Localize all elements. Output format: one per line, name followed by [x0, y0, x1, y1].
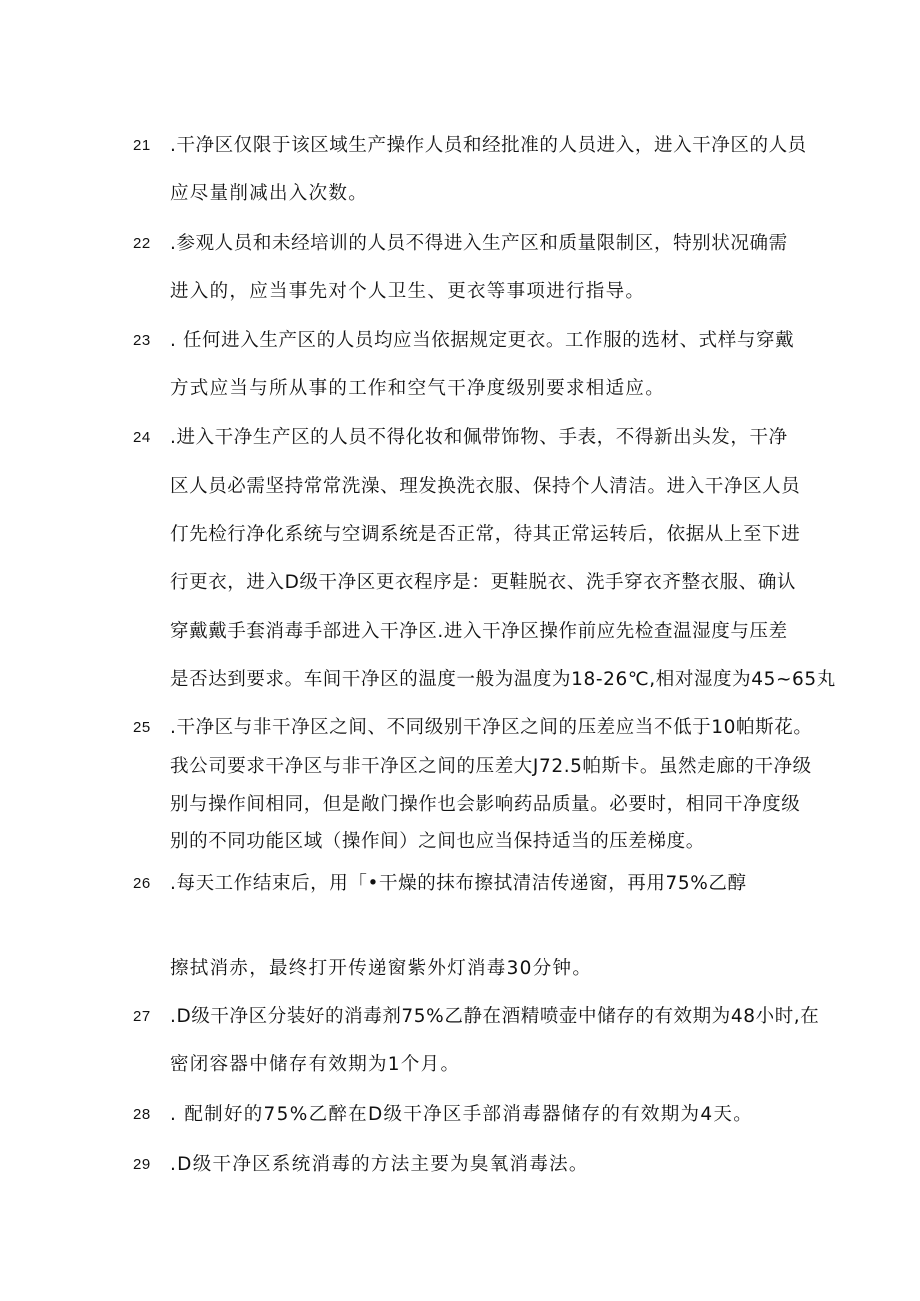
item-number: 29 [133, 1156, 151, 1173]
item-number: 24 [133, 429, 151, 446]
item-number: 27 [133, 1008, 151, 1025]
item-number: 25 [133, 719, 151, 736]
item-text-line: .D级干净区系统消毒的方法主要为臭氧消毒法。 [170, 1154, 589, 1175]
item-number: 28 [133, 1106, 151, 1123]
item-text-line: .干净区与非干净区之间、不同级别干净区之间的压差应当不低于10帕斯花。 [170, 717, 813, 738]
item-text-line: .参观人员和未经培训的人员不得进入生产区和质量限制区，特别状况确需 [170, 233, 788, 254]
item-text-line: 仃先检行净化系统与空调系统是否正常，待其正常运转后，依据从上至下进 [170, 524, 801, 545]
item-text-line: 擦拭消赤，最终打开传递窗紫外灯消毒30分钟。 [170, 958, 593, 979]
item-text-line: 密闭容器中储存有效期为1个月。 [170, 1054, 461, 1075]
item-number: 22 [133, 235, 151, 252]
item-text-line: 我公司要求干净区与非干净区之间的压差大J72.5帕斯卡。虽然走廊的干净级 [170, 756, 812, 777]
item-text-line: 进入的，应当事先对个人卫生、更衣等事项进行指导。 [170, 281, 646, 302]
item-text-line: .干净区仅限于该区域生产操作人员和经批准的人员进入，进入干净区的人员 [170, 135, 807, 156]
item-text-line: 行更衣，进入D级干净区更衣程序是：更鞋脱衣、洗手穿衣齐整衣服、确认 [170, 572, 797, 593]
item-number: 21 [133, 137, 151, 154]
item-text-line: 别的不同功能区域（操作间）之间也应当保持适当的压差梯度。 [170, 831, 705, 852]
item-text-line: 是否达到要求。车间干净区的温度一般为温度为18-26℃,相对湿度为45~65丸 [170, 669, 836, 690]
item-text-line: 应尽量削减出入次数。 [170, 183, 369, 204]
item-text-line: .D级干净区分装好的消毒剂75%乙静在酒精喷壶中储存的有效期为48小时,在 [170, 1006, 820, 1027]
item-text-line: 穿戴戴手套消毒手部进入干净区.进入干净区操作前应先检查温湿度与压差 [170, 621, 788, 642]
item-text-line: 别与操作间相同，但是敞门操作也会影响药品质量。必要时，相同干净度级 [170, 794, 801, 815]
item-text-line: 方式应当与所从事的工作和空气干净度级别要求相适应。 [170, 378, 666, 399]
item-text-line: . 配制好的75%乙醉在D级干净区手部消毒器储存的有效期为4天。 [170, 1104, 753, 1125]
item-text-line: . 任何进入生产区的人员均应当依据规定更衣。工作服的选材、式样与穿戴 [170, 330, 795, 351]
item-number: 26 [133, 875, 151, 892]
item-text-line: 区人员必需坚持常常洗澡、理发换洗衣服、保持个人清洁。进入干净区人员 [170, 476, 801, 497]
item-text-line: .进入干净生产区的人员不得化妆和佩带饰物、手表，不得新出头发，干净 [170, 427, 788, 448]
item-text-line: .每天工作结束后，用「•干燥的抹布擦拭清洁传递窗，再用75%乙醇 [170, 873, 747, 894]
item-number: 23 [133, 332, 151, 349]
